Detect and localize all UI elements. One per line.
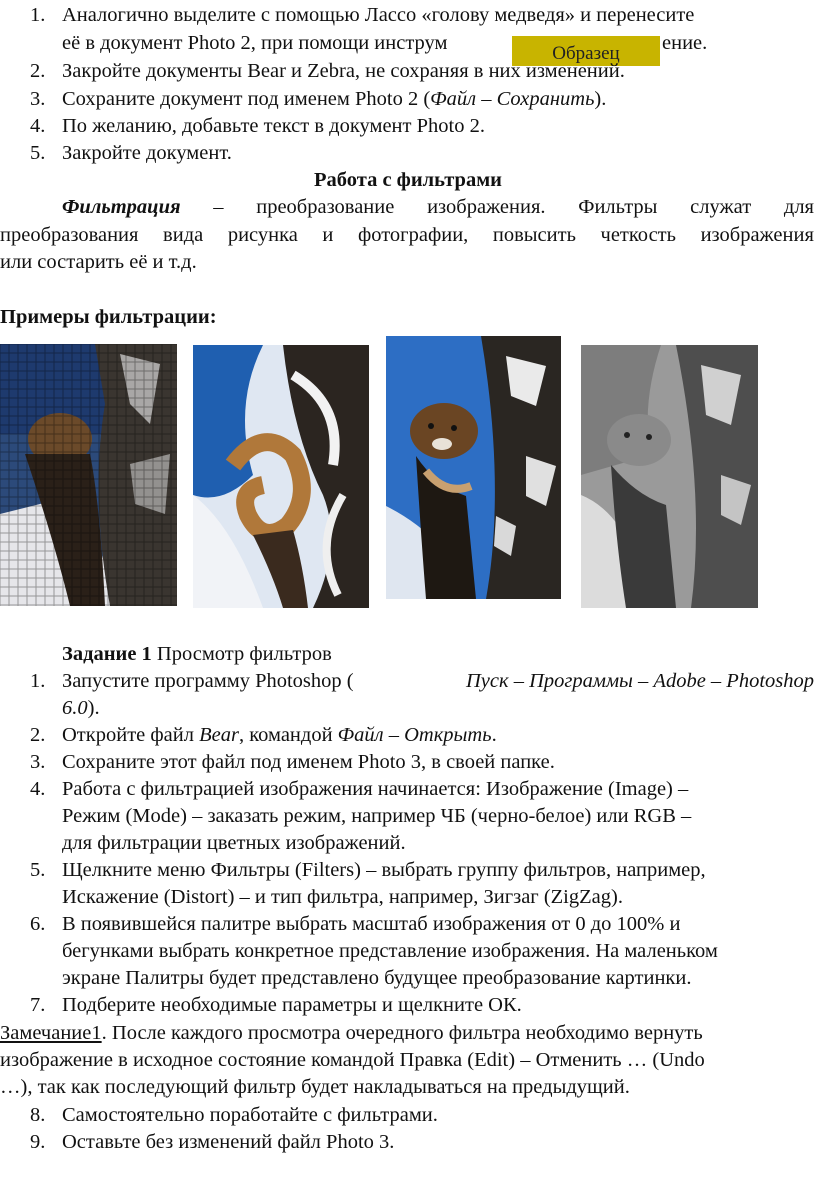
task-label: Задание 1	[62, 643, 152, 665]
bear-mosaic-filter-image	[0, 344, 177, 606]
document-page: 1. Аналогично выделите с помощью Лассо «голову медведя» и перенесите её в документ Photo 2, при помощи инструм ение. Образец 2. Закройте документы Bear и Zebra, не сохраняя в них изменений. 3. Сохраните документ под именем Photo 2 (Файл – Сохранить). 4. По желанию, добавьте текст в документ Photo 2. 5. Закройте документ. Работа с фильтрами Фильтрация – преобразование изображения. Фильтры служат для преобразования вида рисунка и фотографии, повысить четкость изображения или состарить её и т.д. Примеры фильтрации: Задание 1 Просмотр фильтров 1. Запустите программу Photoshop ( Пуск – Программы – Adobe – Photoshop 6.0). 2. Откройте файл Bear, командой Файл – Открыть. 3. Сохраните этот файл под именем Photo 3, в своей папке. 4. Работа с фильтрацией изображения начинается: Изображение (Image) – Режим (Mode) – заказать режим, например ЧБ (черно-белое) или RGB – для фильтрации цветных изображений. 5. Щелкните меню Фильтры (Filters) – выбрать группу фильтров, например, Искажение (Distort) – и тип фильтра, например, Зигзаг (ZigZag). 6. В появившейся палитре выбрать масштаб изображения от 0 до 100% и бегунками выбрать конкретное представление изображения. На маленьком экране Палитры будет представлено будущее преобразование картинки. 7. Подберите необходимые параметры и щелкните ОК. Замечание1. После каждого просмотра очередного фильтра необходимо вернуть изображение в исходное состояние командой Правка (Edit) – Отменить … (Undo …), так как последующий фильтр будет накладываться на предыдущий. 8. Самостоятельно поработайте с фильтрами. 9. Оставьте без изменений файл Photo 3.	[0, 4, 814, 1153]
bear-original-image	[386, 336, 561, 599]
section-heading: Работа с фильтрами	[314, 169, 502, 191]
definition-term: Фильтрация	[62, 196, 181, 218]
list-item: 1. Запустите программу Photoshop ( Пуск – Программы – Adobe – Photoshop	[30, 670, 814, 692]
bear-twirl-filter-image	[193, 345, 369, 608]
note-label: Замечание1	[0, 1022, 102, 1044]
bear-grayscale-filter-image	[581, 345, 758, 608]
sample-badge: Образец	[512, 36, 660, 66]
definition-line: преобразования вида рисунка и фотографии, повысить четкость изображения	[0, 224, 814, 246]
definition-line: Фильтрация – преобразование изображения. Фильтры служат для	[62, 196, 814, 218]
